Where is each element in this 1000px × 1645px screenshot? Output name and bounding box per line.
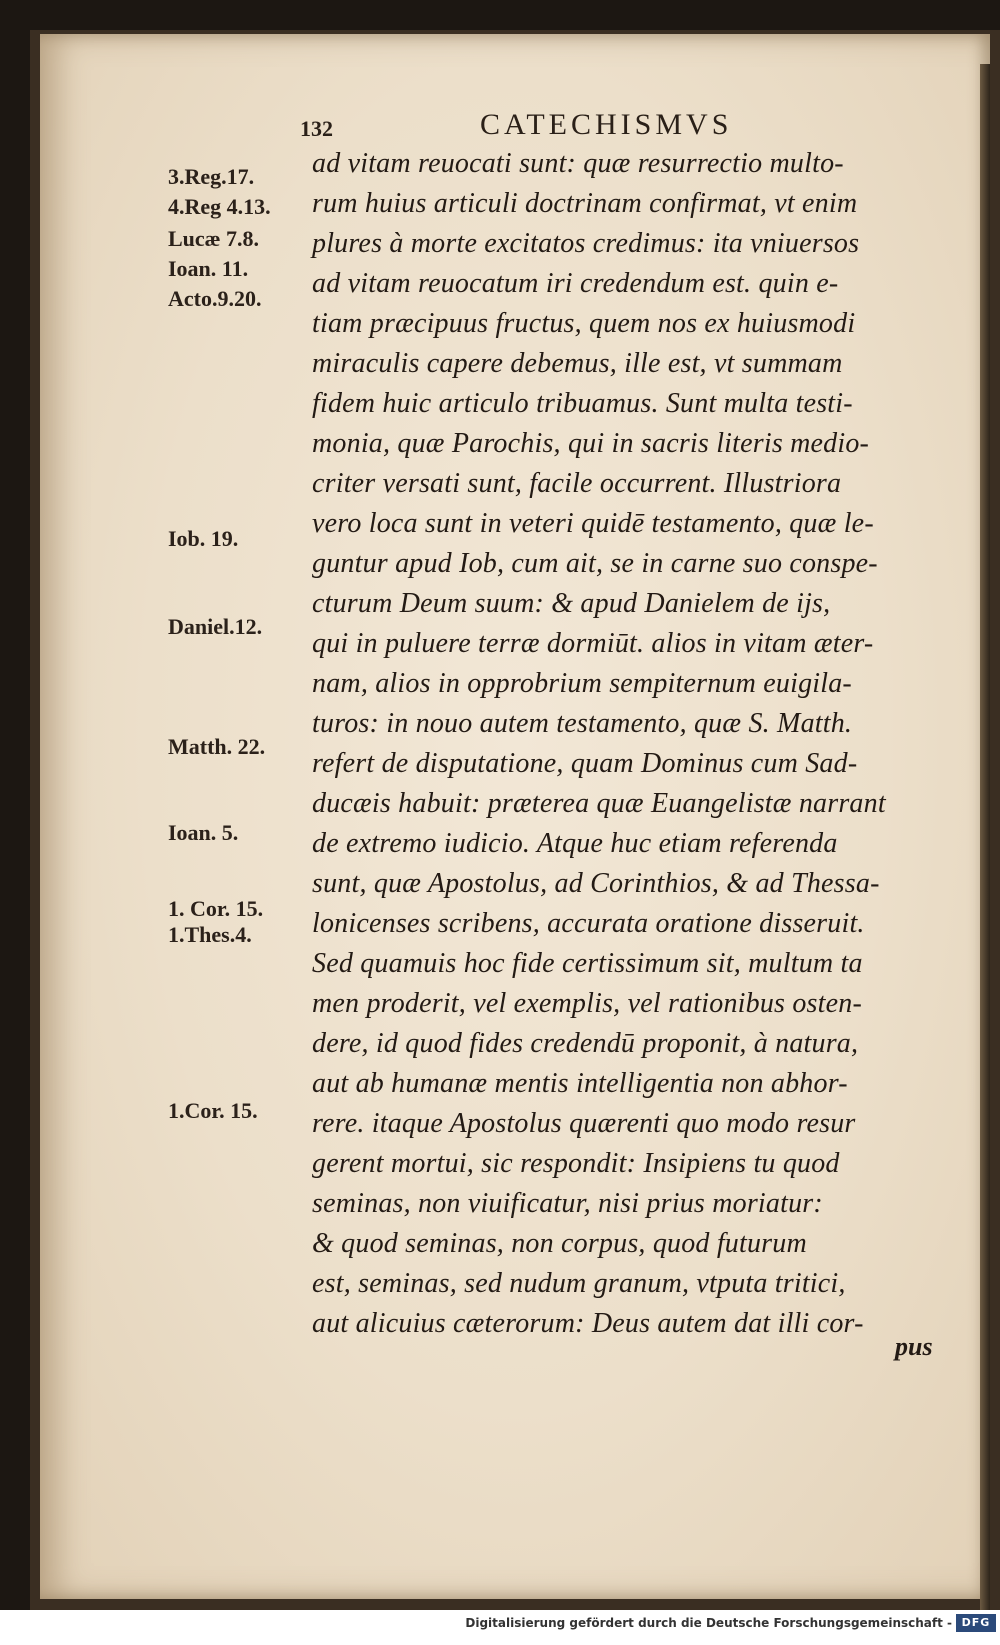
text-line: turos: in nouo autem testamento, quæ S. Matth. (312, 708, 853, 739)
text-line: men proderit, vel exemplis, vel rationibus osten- (312, 988, 862, 1019)
text-line: criter versati sunt, facile occurrent. Illustriora (312, 468, 842, 499)
text-line: monia, quæ Parochis, qui in sacris literis medio- (312, 428, 870, 459)
margin-note: Iob. 19. (168, 526, 239, 551)
margin-note: 1. Cor. 15. (168, 896, 264, 921)
digitization-footer (0, 1610, 1000, 1645)
text-line: ad vitam reuocatum iri credendum est. quin e- (312, 268, 839, 299)
margin-note: Ioan. 5. (168, 820, 239, 845)
body-text (312, 144, 952, 1344)
text-line: guntur apud Iob, cum ait, se in carne suo conspe- (312, 548, 878, 579)
text-line: ducæis habuit: præterea quæ Euangelistæ narrant (312, 788, 886, 819)
text-line: rum huius articuli doctrinam confirmat, vt enim (312, 188, 858, 219)
margin-note: 1.Cor. 15. (168, 1098, 258, 1123)
page-number: 132 (300, 116, 333, 141)
margin-note: Lucæ 7.8. (168, 226, 260, 251)
running-title: CATECHISMVS (480, 108, 733, 141)
funding-credit: Digitalisierung gefördert durch die Deutsche Forschungsgemeinschaft - (465, 1616, 952, 1630)
text-line: dere, id quod fides credendū proponit, à natura, (312, 1028, 859, 1059)
text-line: nam, alios in opprobrium sempiternum euigila- (312, 668, 852, 699)
text-line: lonicenses scribens, accurata oratione disseruit. (312, 908, 865, 939)
text-line: seminas, non viuificatur, nisi prius moriatur: (312, 1188, 823, 1219)
text-line: refert de disputatione, quam Dominus cum Sad- (312, 748, 858, 779)
margin-note: 4.Reg 4.13. (168, 194, 271, 219)
text-line: & quod seminas, non corpus, quod futurum (312, 1228, 807, 1259)
dfg-logo: DFG (956, 1614, 996, 1632)
text-line: de extremo iudicio. Atque huc etiam referenda (312, 828, 838, 859)
catchword: pus (895, 1332, 933, 1361)
text-line: qui in puluere terræ dormiūt. alios in vitam æter- (312, 628, 874, 659)
margin-note: Ioan. 11. (168, 256, 249, 281)
text-line: tiam præcipuus fructus, quem nos ex huiusmodi (312, 308, 856, 339)
text-line: plures à morte excitatos credimus: ita vniuersos (312, 228, 860, 259)
text-line: rere. itaque Apostolus quærenti quo modo resur (312, 1108, 856, 1139)
page-fore-edge (980, 64, 990, 1624)
margin-note: Matth. 22. (168, 734, 266, 759)
text-line: ad vitam reuocati sunt: quæ resurrectio multo- (312, 148, 844, 179)
margin-note: Acto.9.20. (168, 286, 262, 311)
page-header (300, 108, 820, 148)
text-line: aut ab humanæ mentis intelligentia non abhor- (312, 1068, 848, 1099)
margin-note: Daniel.12. (168, 614, 263, 639)
margin-note: 1.Thes.4. (168, 922, 252, 947)
text-line: cturum Deum suum: & apud Danielem de ijs, (312, 588, 831, 619)
text-line: gerent mortui, sic respondit: Insipiens tu quod (312, 1148, 840, 1179)
text-line: est, seminas, sed nudum granum, vtputa tritici, (312, 1268, 846, 1299)
text-line: sunt, quæ Apostolus, ad Corinthios, & ad Thessa- (312, 868, 880, 899)
text-line: aut alicuius cæterorum: Deus autem dat illi cor- (312, 1308, 864, 1339)
margin-note: 3.Reg.17. (168, 164, 255, 189)
text-line: Sed quamuis hoc fide certissimum sit, multum ta (312, 948, 863, 979)
text-line: vero loca sunt in veteri quidē testamento, quæ le- (312, 508, 874, 539)
text-line: miraculis capere debemus, ille est, vt summam (312, 348, 843, 379)
text-line: fidem huic articulo tribuamus. Sunt multa testi- (312, 388, 853, 419)
